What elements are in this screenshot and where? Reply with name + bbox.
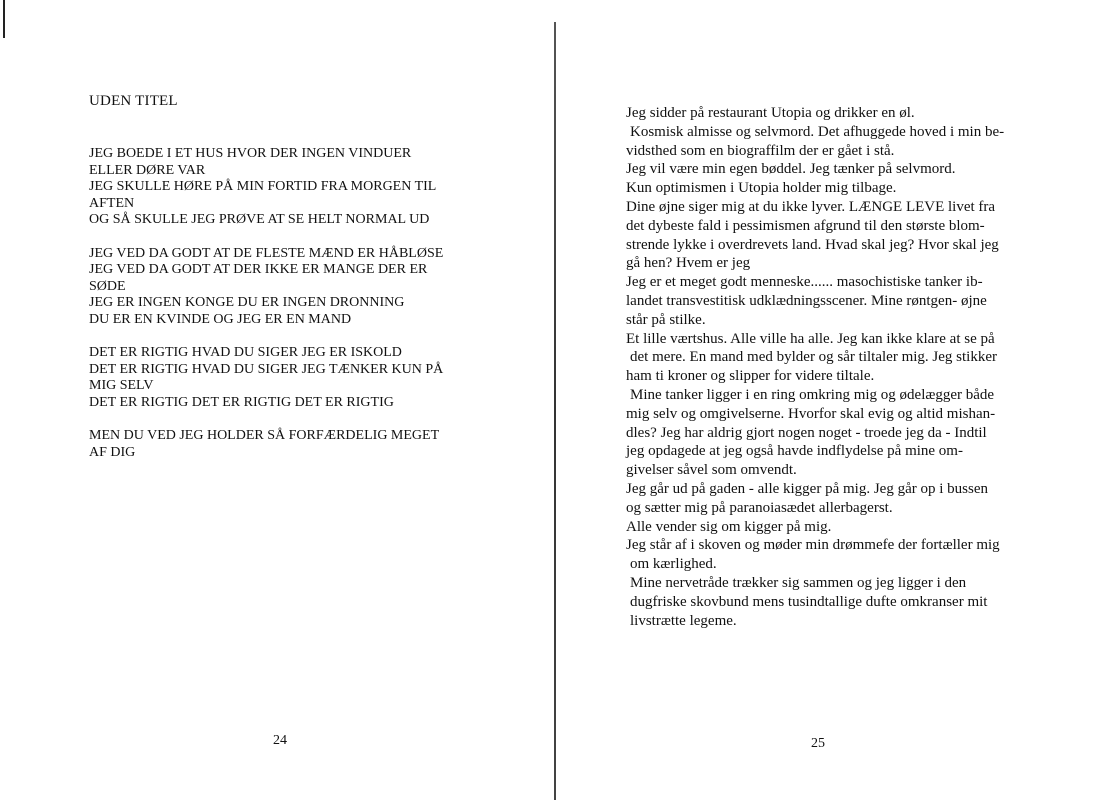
- prose-line: Et lille værtshus. Alle ville ha alle. Jeg kan ikke klare at se på: [626, 330, 995, 347]
- poem-stanza: [89, 246, 461, 329]
- poem-line: JEG BOEDE I ET HUS HVOR DER INGEN VINDUER: [89, 146, 412, 161]
- page-number-left: 24: [273, 733, 287, 748]
- prose-line: det dybeste fald i pessimismen afgrund til den største blom-: [626, 217, 985, 234]
- prose-line: Jeg går ud på gaden - alle kigger på mig. Jeg går op i bussen: [626, 480, 988, 497]
- prose-line: Kosmisk almisse og selvmord. Det afhuggede hoved i min be-: [630, 123, 1005, 140]
- poem-line: JEG VED DA GODT AT DE FLESTE MÆND ER HÅBLØSE: [89, 245, 444, 261]
- poem-line: DU ER EN KVINDE OG JEG ER EN MAND: [89, 311, 352, 327]
- poem-body: [89, 146, 461, 478]
- prose-line: Mine nervetråde trækker sig sammen og jeg ligger i den: [630, 574, 967, 591]
- prose-line: dles? Jeg har aldrig gjort nogen noget - troede jeg da - Indtil: [626, 424, 987, 441]
- poem-line: AF DIG: [89, 444, 136, 460]
- prose-line: landet transvestitisk udklædningsscener. Mine røntgen- øjne: [626, 292, 987, 309]
- poem-title: UDEN TITEL: [89, 93, 178, 109]
- poem-stanza: [89, 146, 461, 229]
- poem-line: MEN DU VED JEG HOLDER SÅ FORFÆRDELIG MEGET: [89, 428, 440, 443]
- prose-line: livstrætte legeme.: [630, 612, 737, 629]
- prose-line: Mine tanker ligger i en ring omkring mig og ødelægger både: [630, 386, 995, 403]
- prose-line: og sætter mig på paranoiasædet allerbagerst.: [626, 499, 893, 516]
- poem-line: DET ER RIGTIG HVAD DU SIGER JEG TÆNKER KUN PÅ: [89, 361, 444, 377]
- prose-line: Alle vender sig om kigger på mig.: [626, 518, 832, 535]
- prose-line: Jeg er et meget godt menneske...... masochistiske tanker ib-: [626, 274, 983, 291]
- poem-line: JEG VED DA GODT AT DER IKKE ER MANGE DER ER: [89, 262, 428, 277]
- poem-line: JEG SKULLE HØRE PÅ MIN FORTID FRA MORGEN TIL: [89, 179, 437, 194]
- prose-line: Dine øjne siger mig at du ikke lyver. LÆNGE LEVE livet fra: [626, 198, 996, 215]
- prose-line: Jeg står af i skoven og møder min drømmefe der fortæller mig: [626, 537, 1000, 554]
- poem-line: DET ER RIGTIG DET ER RIGTIG DET ER RIGTIG: [89, 394, 394, 410]
- poem-line: AFTEN: [89, 195, 135, 211]
- prose-line: strende lykke i overdrevets land. Hvad skal jeg? Hvor skal jeg: [626, 236, 999, 253]
- prose-line: Kun optimismen i Utopia holder mig tilbage.: [626, 180, 897, 197]
- poem-line: JEG ER INGEN KONGE DU ER INGEN DRONNING: [89, 295, 405, 310]
- prose-line: mig selv og omgivelserne. Hvorfor skal evig og altid mishan-: [626, 405, 996, 422]
- poem-line: ELLER DØRE VAR: [89, 162, 206, 178]
- prose-body: [626, 104, 1030, 630]
- prose-line: står på stilke.: [626, 311, 706, 328]
- poem-line: SØDE: [89, 278, 126, 294]
- prose-line: jeg opdagede at jeg også havde indflydelse på mine om-: [626, 443, 963, 460]
- poem-line: DET ER RIGTIG HVAD DU SIGER JEG ER ISKOLD: [89, 345, 402, 360]
- poem-line: MIG SELV: [89, 378, 154, 393]
- prose-line: givelser såvel som omvendt.: [626, 462, 797, 479]
- right-page: [556, 0, 1100, 800]
- prose-line: dugfriske skovbund mens tusindtallige dufte omkranser mit: [630, 593, 988, 610]
- prose-line: vidsthed som en biograffilm der er gået i stå.: [626, 142, 895, 159]
- prose-line: det mere. En mand med bylder og sår tiltaler mig. Jeg stikker: [630, 349, 997, 366]
- poem-line: OG SÅ SKULLE JEG PRØVE AT SE HELT NORMAL UD: [89, 212, 430, 227]
- prose-line: Jeg vil være min egen bøddel. Jeg tænker på selvmord.: [626, 161, 956, 178]
- prose-line: Jeg sidder på restaurant Utopia og drikker en øl.: [626, 105, 915, 121]
- prose-line: ham ti kroner og slipper for videre tiltale.: [626, 368, 875, 385]
- prose-line: gå hen? Hvem er jeg: [626, 255, 751, 272]
- poem-stanza: [89, 345, 461, 411]
- page-number-right: 25: [811, 736, 825, 751]
- poem-stanza: [89, 428, 461, 461]
- prose-line: om kærlighed.: [630, 556, 717, 573]
